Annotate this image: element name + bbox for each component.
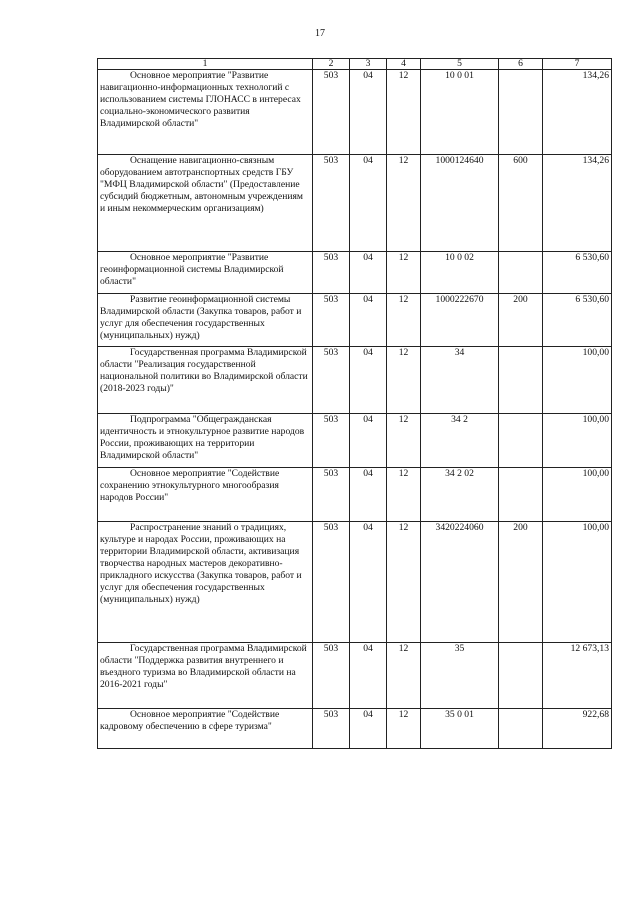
row-expense-type <box>499 347 543 414</box>
row-subsection-code: 12 <box>387 643 421 709</box>
row-name: Распространение знаний о традициях, культуре и народах России, проживающих на территории Владимирской области, активизация творчества народных мастеров декоративно-прикладного искусства (Закупка товаров, работ и услуг для обеспечения государственных (муниципальных) нужд) <box>98 522 313 643</box>
row-amount: 6 530,60 <box>543 252 612 294</box>
row-expense-type <box>499 709 543 749</box>
row-subsection-code: 12 <box>387 294 421 347</box>
table-row <box>98 709 612 749</box>
row-subsection-code: 12 <box>387 468 421 522</box>
row-target-article: 10 0 02 <box>421 252 499 294</box>
row-section-code: 04 <box>350 522 387 643</box>
row-amount: 100,00 <box>543 347 612 414</box>
row-expense-type <box>499 468 543 522</box>
row-subsection-code: 12 <box>387 522 421 643</box>
row-name: Основное мероприятие "Развитие геоинформационной системы Владимирской области" <box>98 252 313 294</box>
budget-table <box>97 58 612 749</box>
row-name: Основное мероприятие "Содействие сохранению этнокультурного многообразия народов России" <box>98 468 313 522</box>
row-section-code: 04 <box>350 155 387 252</box>
row-target-article: 10 0 01 <box>421 70 499 155</box>
row-name: Оснащение навигационно-связным оборудованием автотранспортных средств ГБУ "МФЦ Владимирской области" (Предоставление субсидий бюджетным, автономным учреждениям и иным некоммерческим организациям) <box>98 155 313 252</box>
row-amount: 12 673,13 <box>543 643 612 709</box>
row-expense-type <box>499 70 543 155</box>
table-header-row <box>98 59 612 70</box>
row-name: Государственная программа Владимирской области "Реализация государственной национальной политики во Владимирской области (2018-2023 годы)" <box>98 347 313 414</box>
row-name: Государственная программа Владимирской области "Поддержка развития внутреннего и въездного туризма во Владимирской области на 2016-2021 годы" <box>98 643 313 709</box>
row-target-article: 35 <box>421 643 499 709</box>
row-ministry-code: 503 <box>313 347 350 414</box>
row-amount: 100,00 <box>543 522 612 643</box>
row-ministry-code: 503 <box>313 155 350 252</box>
row-subsection-code: 12 <box>387 709 421 749</box>
header-col-6: 6 <box>499 59 543 70</box>
row-target-article: 34 <box>421 347 499 414</box>
row-target-article: 3420224060 <box>421 522 499 643</box>
row-amount: 922,68 <box>543 709 612 749</box>
row-name: Основное мероприятие "Содействие кадровому обеспечению в сфере туризма" <box>98 709 313 749</box>
row-amount: 100,00 <box>543 414 612 468</box>
row-expense-type: 200 <box>499 294 543 347</box>
row-expense-type: 600 <box>499 155 543 252</box>
row-amount: 134,26 <box>543 155 612 252</box>
header-col-4: 4 <box>387 59 421 70</box>
row-ministry-code: 503 <box>313 294 350 347</box>
table-row <box>98 294 612 347</box>
header-col-3: 3 <box>350 59 387 70</box>
row-subsection-code: 12 <box>387 252 421 294</box>
row-subsection-code: 12 <box>387 155 421 252</box>
row-target-article: 1000124640 <box>421 155 499 252</box>
row-section-code: 04 <box>350 414 387 468</box>
row-ministry-code: 503 <box>313 252 350 294</box>
row-ministry-code: 503 <box>313 643 350 709</box>
row-ministry-code: 503 <box>313 522 350 643</box>
row-section-code: 04 <box>350 643 387 709</box>
row-name: Развитие геоинформационной системы Владимирской области (Закупка товаров, работ и услуг для обеспечения государственных (муниципальных) нужд) <box>98 294 313 347</box>
table-row <box>98 347 612 414</box>
header-col-7: 7 <box>543 59 612 70</box>
row-name: Основное мероприятие "Развитие навигационно-информационных технологий с использованием системы ГЛОНАСС в интересах социально-экономического развития Владимирской области" <box>98 70 313 155</box>
table-row <box>98 468 612 522</box>
row-amount: 134,26 <box>543 70 612 155</box>
row-target-article: 34 2 02 <box>421 468 499 522</box>
row-expense-type <box>499 252 543 294</box>
table-row <box>98 414 612 468</box>
table-row <box>98 155 612 252</box>
row-ministry-code: 503 <box>313 709 350 749</box>
row-name: Подпрограмма "Общегражданская идентичность и этнокультурное развитие народов России, проживающих на территории Владимирской области" <box>98 414 313 468</box>
row-subsection-code: 12 <box>387 347 421 414</box>
row-section-code: 04 <box>350 70 387 155</box>
row-amount: 100,00 <box>543 468 612 522</box>
row-section-code: 04 <box>350 347 387 414</box>
row-subsection-code: 12 <box>387 70 421 155</box>
row-ministry-code: 503 <box>313 468 350 522</box>
row-expense-type <box>499 414 543 468</box>
row-section-code: 04 <box>350 468 387 522</box>
page-number: 17 <box>315 28 325 39</box>
row-target-article: 1000222670 <box>421 294 499 347</box>
row-target-article: 34 2 <box>421 414 499 468</box>
row-amount: 6 530,60 <box>543 294 612 347</box>
row-expense-type: 200 <box>499 522 543 643</box>
row-ministry-code: 503 <box>313 70 350 155</box>
table-row <box>98 643 612 709</box>
row-subsection-code: 12 <box>387 414 421 468</box>
table-row <box>98 522 612 643</box>
row-ministry-code: 503 <box>313 414 350 468</box>
header-col-5: 5 <box>421 59 499 70</box>
table-row <box>98 70 612 155</box>
row-section-code: 04 <box>350 294 387 347</box>
header-col-1: 1 <box>98 59 313 70</box>
header-col-2: 2 <box>313 59 350 70</box>
row-target-article: 35 0 01 <box>421 709 499 749</box>
row-section-code: 04 <box>350 709 387 749</box>
row-section-code: 04 <box>350 252 387 294</box>
table-row <box>98 252 612 294</box>
row-expense-type <box>499 643 543 709</box>
